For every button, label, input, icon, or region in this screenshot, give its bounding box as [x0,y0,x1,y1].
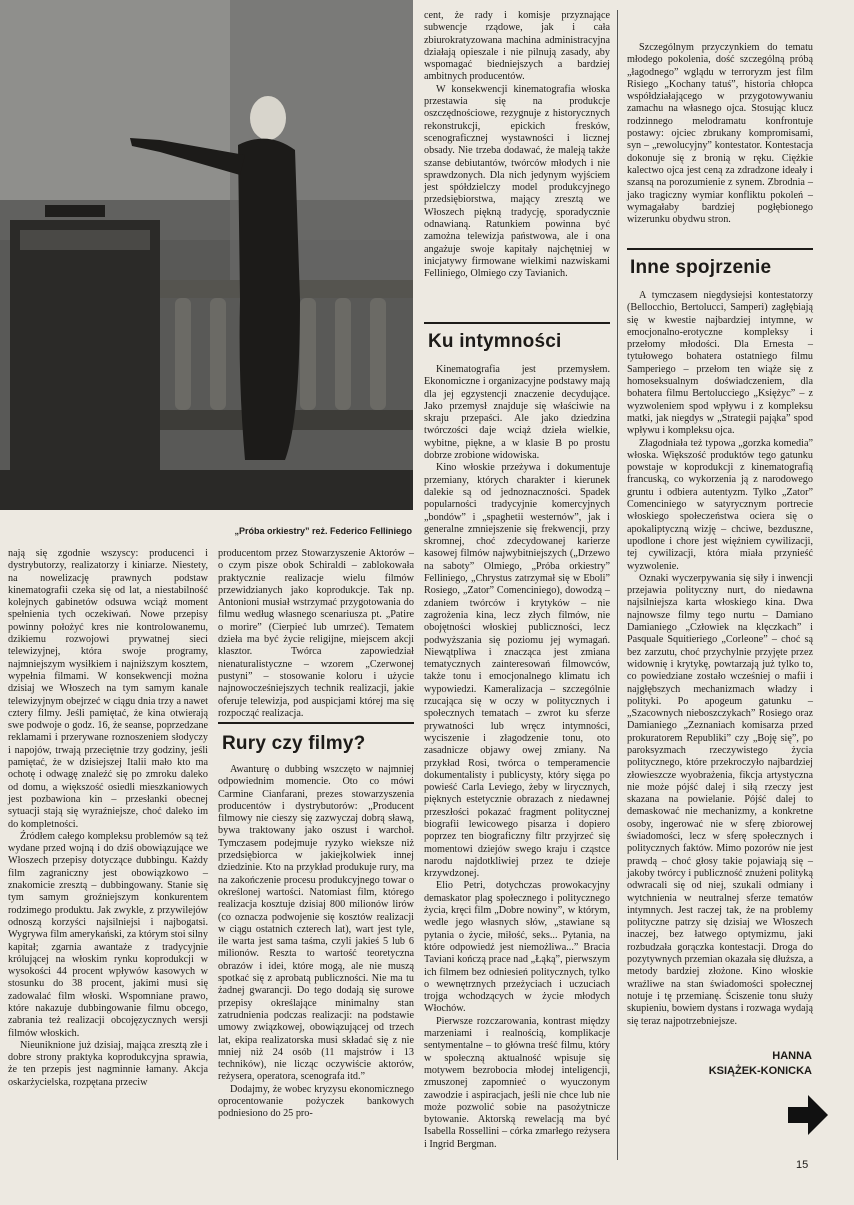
paragraph: nają się zgodnie wszyscy: producenci i dystrybutorzy, realizatorzy i kiniarze. Niestety, na nowelizację prawnych podstaw kinematografii czeka się od lat, a niestabilność kolejnych gabinetów odsuwa wciąż moment spełnienia tych oczekiwań. Nowe przepisy powinny położyć kres nie kontrolowanemu, dzikiemu rozwojowi prywatnej sieci telewizyjnej, która swoje programy, najmniejszym wysiłkiem i najniższym kosztem, wypełnia filmami. W konsekwencji można dzisiaj we Włoszech na tym samym kanale telewizyjnym obejrzeć w ciągu dnia trzy a nawet cztery filmy. Jeśli pamiętać, że kina otwierają swe podwoje o godz. 16, że seanse, poprzedzane reklamami i przerywane roznoszeniem słodyczy i napojów, trwają przeciętnie trzy godziny, jeśli pamiętać, że w dzisiejszej Italii mało kto ma ochotę i odwagę znaleźć się po zmroku daleko od domu, a większość osiedli mieszkaniowych jest pozbawiona kin – przesłanki obecnej sytuacji stają się wyraźniejsze, choć daleko im do kompletności. [8,548,208,830]
author-first-name: HANNA [772,1050,812,1062]
page-number: 15 [796,1159,809,1171]
film-still-photo [0,0,413,510]
paragraph: Pierwsze rozczarowania, kontrast między marzeniami i realnością, komplikacje sentymentalne – to główna treść filmu, który w społeczną aktualność wpisuje się motywem bezrobocia młodej inteligencji, zmuszonej zapomnieć o wyuczonym zawodzie i aspiracjach, jeśli nie chce lub nie może pozwolić sobie na pasożytnicze bytowanie. Aktorską rewelacją ma być Isabella Rossellini – córka zmarłego reżysera i Ingrid Bergman. [424,1015,610,1150]
article-column-1 [8,548,208,1089]
article-column-3 [424,10,610,281]
article-column-3b [424,364,610,1151]
paragraph: Kino włoskie przeżywa i dokumentuje przemiany, których charakter i kierunek dalekie są od jednoznaczności. Spadek popularności tradycyjnie komercyjnych „bondów” i „spaghetii westernów”, jak i generalne zmniejszenie się frekwencji, przy skromnej, choć zdecydowanej karierze kasowej filmów najwybitniejszych („Drzewo na saboty” Olmiego, „Próba orkiestry” Felliniego, „Chrystus zatrzymał się w Eboli” Rosiego, „Zator” Comenciniego), dowodzą – zdaniem twórców i krytyków – nie zagrożenia kina, lecz złych filmów, nie obojętności włoskiej publiczności, lecz podwyższania się poziomu jej wymagań. Niewątpliwa i znacząca jest zmiana tematycznych zainteresowań filmowców, także tonu i emocjonalnego klimatu ich wypowiedzi. Kameralizacja – szczególnie rzucająca się w oczy w politycznych i społecznych tematach – zwrot ku sferze prywatności lub wręcz intymności, wyciszenie i złagodzenie tonu, oto zasadnicze objawy owej zmiany. Na przykład Rosi, twórca o temperamencie dokumentalisty i publicysty, który sięga po powieść Carla Leviego, żeby w lirycznych, pięknych estetycznie obrazach z niedawnej przeszłości pokazać fragment politycznej biografii lewicowego pisarza i dopiero poprzez ten biograficzny filtr przyjrzeć się momentowi dziejów swego kraju i cząstce narodu najdotkliwiej przez te dzieje krzywdzonej. [424,462,610,880]
paragraph: Dodajmy, że wobec kryzysu ekonomicznego oprocentowanie pożyczek bankowych podniesiono do 25 pro- [218,1083,414,1120]
paragraph: Awanturę o dubbing wszczęto w najmniej odpowiednim momencie. Oto co mówi Carmine Cianfarani, prezes stowarzyszenia producentów i dystrybutorów: „Producent filmowy nie cieszy się zazwyczaj dobrą sławą, bywa traktowany jako oszust i warchoł. Tymczasem podejmuje ryzyko wieksze niż przedsiębiorca w jakiejkolwiek innej dziedzinie. Kto na przykład produkuje rury, ma na zakończenie procesu produkcyjnego towar o określonej wartości. Natomiast film, którego realizacja kosztuje dzisiaj 800 milionów lirów (co oznacza podwojenie się kosztów realizacji w ciągu ostatnich czterech lat), wart jest tyle, ile warta jest sama taśma, czyli jakieś 5 lub 6 milionów. Reszta to wartość teoretyczna obrazów i idei, które mogą, ale nie muszą spotkać się z aprobatą publiczności. Nie ma tu żadnej gwarancji. Do tego dodają się surowe przepisy określające minimalny stan zatrudnienia podczas realizacji: na podstawie umowy związkowej, obowiązującej od trzech lat, ekipa realizatorska musi składać się z nie mniej niż 24 osób (11 majstrów i 13 techników), nie licząc oczywiście aktorów, reżysera, operatora, scenografa itd.” [218,764,414,1083]
continue-arrow-icon [788,1093,828,1137]
paragraph: Oznaki wyczerpywania się siły i inwencji przejawia polityczny nurt, do niedawna najsilniejsza karta włoskiego kina. Dwa najnowsze filmy tego nurtu – Damiano Damianiego „Człowiek na klęczkach” i Pasquale Squitieriego „Corleone” – choć są bez zarzutu, choć przychylnie przyjęte przez widownię i krytykę, powtarzają już tylko to, co powiedziane zostało wcześniej o mafii i najgłębszych mechanizmach władzy i polityki. Po apogeum gatunku – „Szacownych nieboszczykach” Rosiego oraz Damianiego „Zeznaniach komisarza przed prokuratorem Republiki” czy „Boję się”, po paroksyzmach rzeczywistego życia politycznego, które przekroczyło najbardziej złowieszcze wyobrażenia, fikcja artystyczna nie może pójść dalej i siłą rzeczy jest skazana na powielanie. Pójść dalej to demaskować nie mechanizmy, a konkretne osoby, ingerować nie w sferę zbiorowej świadomości, lecz w sferę społecznych i politycznych faktów. Mimo pozorów nie jest prawdą – choć głosy takie pojawiają się – jakoby twórcy i publiczność znużeni polityką odwracali się od niej, szukali odmiany i wytchnienia w neutralnej sferze tematów intymnych. Jest raczej tak, że na problemy polityczne patrzy się dzisiaj we Włoszech inaczej, bez łatwego optymizmu, jaki rozbudzała gorączka kontestacji. Droga do pozytywnych przemian okazała się dłuższa, a metody bardziej złożone. Kino włoskie wraźliwe na stan świadomości społecznej notuje i tę przemianę. Ściszenie tonu służy skupieniu, bowiem dystans i rozwaga wydają się teraz najpotrzebniejsze. [627,572,813,1027]
article-column-4 [627,42,813,226]
article-column-2b [218,764,414,1121]
section-heading-inne: Inne spojrzenie [630,257,772,278]
paragraph: Elio Petri, dotychczas prowokacyjny demaskator plag społecznego i politycznego życia, kręci film „Dobre nowiny”, w którym, wedle jego własnych słów, „stawiane są pytania o życie, miłość, seks... Pytania, na które odpowiedź jest niemożliwa...” Bracia Taviani kończą prace nad „Łąką”, pierwszym ich filmem bez odniesień politycznych, tylko o wewnętrznych przeżyciach i uczuciach trojga wchodzących w życie młodych Włochów. [424,880,610,1015]
article-column-4b [627,290,813,1028]
column-divider [617,10,618,1160]
paragraph: Kinematografia jest przemysłem. Ekonomiczne i organizacyjne podstawy mają dla jej egzystencji znaczenie decydujące. Jako przemysł znajduje się właściwie na skraju przepaści. Ale jako dziedzina twórczości daje wciąż dzieła wielkie, wybitne, piękne, a w klasie B po prostu dobrze zrobione widowiska. [424,364,610,462]
heading-rule [424,322,610,324]
author-last-name: KSIĄŻEK-KONICKA [708,1065,812,1077]
paragraph: Złagodniała też typowa „gorzka komedia” włoska. Większość produktów tego gatunku powstaje w koprodukcji z kinematografią francuską, co wykorzenia ją z narodowego gruntu i odbiera autentyzm. Tylko „Zator” Comenciniego w satyrycznym portrecie włoskiego społeczeństwa ociera się o apokaliptyczną wizję – chciwe, bezduszne, upodlone i chore jest więźniem cywilizacji, tej cywilizacji, która miała przynieść wyzwolenie. [627,437,813,572]
paragraph: Szczególnym przyczynkiem do tematu młodego pokolenia, dość szczególną próbą „łagodnego” wglądu w terroryzm jest film Risiego „Kochany tatuś”, historia chłopca współdziałającego w przygotowywaniu zamachu na własnego ojca. Stosując klucz rodzinnego melodramatu konfrontuje postawy: ojciec zbrukany kompromisami, syn – „rewolucyjny” kontestator. Kontestacja dokonuje się z bronią w ręku. Ciężkie kalectwo ojca jest ceną za zdradzone ideały i szansą na porozumienie z synem. Zbrodnia – jako tragiczny wymiar konfliktu pokoleń – wymagałaby bardziej pogłębionego wizerunku obydwu stron. [627,42,813,226]
paragraph: cent, że rady i komisje przyznające subwencje rządowe, jak i cała zbiurokratyzowana machina administracyjna działają opieszale i nie pilnują zasady, aby wspomagać biedniejszych a bardziej ambitnych producentów. [424,10,610,83]
author-signature [709,1049,812,1079]
paragraph: producentom przez Stowarzyszenie Aktorów – o czym pisze obok Schiraldi – zablokowała praktycznie realizacje wielu filmów przewidzianych jako koprodukcje. Tak np. Antonioni musiał wstrzymać przygotowania do filmu według własnego scenariusza pt. „Patire o morire” (Cierpieć lub umrzeć). Tematem dzieła ma być życie religijne, miejscem akcji klasztor. Twórca zapowiedział nienaturalistyczne – wzorem „Czerwonej pustyni” – stosowanie koloru i użycie najnowocześniejszych technik realizacji, jakie oferuje telewizja, pod auspicjami której ma się rozpocząć realizacja. [218,548,414,719]
photo-illustration [0,0,413,510]
paragraph: Źródłem całego kompleksu problemów są też wydane przed wojną i do dziś obowiązujące we Włoszech przepisy dotyczące dubbingu. Każdy film zagraniczny jest obowiązkowo – znakomicie zresztą – dubbingowany. Stanie się tym samym groźniejszym konkurentem rodzimego produktu. Jak zwykle, z przywilejów odnoszą korzyści najsilniejsi i najbogatsi. Wygrywa film amerykański, za którym stoi silny kapitał; zgarnia awantaże z tradycyjnie królującej na włoskim rynku koprodukcji w wysokości 44 procent wpływów kasowych w stosunku do 38 procent, jakimi musi się zadowalać film włoski. Wspomniane prawo, które nakazuje dubbingowanie filmu obcego, zabrania też realizacji obcojęzycznych wersji filmów włoskich. [8,830,208,1039]
paragraph: Nieuniknione już dzisiaj, mająca zresztą złe i dobre strony praktyka koprodukcyjna sprawia, że ten przepis jest nagminnie łamany. Akcja oskarżycielska, rozpętana przeciw [8,1039,208,1088]
paragraph: W konsekwencji kinematografia włoska przestawia się na produkcje oszczędnościowe, rezygnuje z historycznych rekonstrukcji, epickich fresków, scenograficznej wystawności i licznej obsady. Nie trzeba dodawać, że maleją także szanse debiutantów, twórców młodych i nie sprawdzonych. Dla nich jedynym wyjściem jest spółdzielczy model produkcyjnego przedsiębiorstwa, mający zresztą we Włoszech piękną tradycję, sporadycznie odnawianą. Ratunkiem powinna być zamożna telewizja państwowa, ale i ona angażuje swoje kapitały najchętniej w inicjatywy firmowane wielkimi nazwiskami Felliniego, Olmiego czy Tavianich. [424,83,610,280]
paragraph: A tymczasem niegdysiejsi kontestatorzy (Bellocchio, Bertolucci, Samperi) zagłębiają się w kwestie najbardziej intymne, w emocjonalno-erotyczne kompleksy i przełomy młodości. Dla Ernesta – tytułowego bohatera ostatniego filmu Samperiego – przełom ten wiąże się z homoseksualnym doświadczeniem, dla bohatera filmu Bertolucciego „Księżyc” – z wyzwoleniem spod wpływu i z kompleksu matki, jak niegdys w „Strategii pająka” spod wpływu i kompleksu ojca. [627,290,813,437]
heading-rule [627,248,813,250]
section-heading-rury: Rury czy filmy? [222,733,366,754]
section-heading-ku: Ku intymności [428,331,562,352]
photo-caption: „Próba orkiestry” reż. Federico Felliniego [234,526,412,536]
heading-rule [218,722,414,724]
article-column-2 [218,548,414,720]
